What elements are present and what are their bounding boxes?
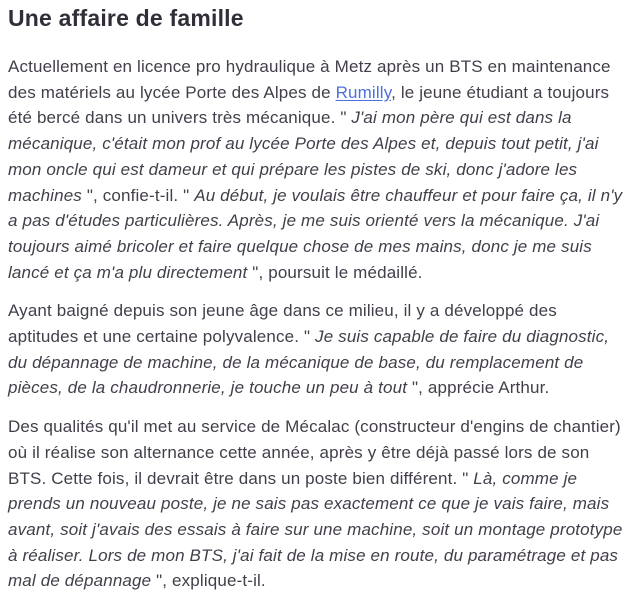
body-text: ", apprécie Arthur. — [407, 378, 550, 398]
body-text: Des qualités qu'il met au service de Mécalac (constructeur d'engins de chantier) où il réalise son alternance cette année, après y être déjà passé lors de son BTS. Cette fois, il devrait être dans un poste bien différent. " — [8, 417, 621, 488]
body-text: ", poursuit le médaillé. — [247, 262, 423, 282]
article-body — [8, 54, 625, 594]
paragraph — [8, 54, 625, 285]
body-text: , le jeune étudiant a toujours été bercé dans un univers très mécanique. " — [8, 82, 610, 128]
body-text: Actuellement en licence pro hydraulique à Metz après un BTS en maintenance des matériels au lycée Porte des Alpes de — [8, 57, 611, 102]
body-text: ", explique-t-il. — [151, 571, 266, 591]
quote-text: Au début, je voulais être chauffeur et pour faire ça, il n'y a pas d'études particulières. Après, je me suis orienté vers la mécanique. J'ai toujours aimé bricoler et faire quelque chose de mes mains, donc je me suis lancé et ça m'a plu directement — [8, 185, 623, 282]
body-text: Ayant baigné depuis son jeune âge dans ce milieu, il y a développé des aptitudes et une certaine polyvalence. " — [8, 301, 557, 347]
quote-text: Je suis capable de faire du diagnostic, du dépannage de machine, de la mécanique de base, du remplacement de pièces, de la chaudronnerie, je touche un peu à tout — [8, 327, 610, 398]
link-rumilly[interactable]: Rumilly — [335, 82, 392, 102]
paragraph — [8, 298, 625, 401]
body-text: ", confie-t-il. " — [81, 185, 195, 205]
quote-text: J'ai mon père qui est dans la mécanique, c'était mon prof au lycée Porte des Alpes et, depuis tout petit, j'ai mon oncle qui est dameur et qui prépare les pistes de ski, donc j'adore les machines — [8, 108, 599, 205]
paragraph — [8, 414, 625, 594]
quote-text: Là, comme je prends un nouveau poste, je ne sais pas exactement ce que je vais faire, mais avant, soit j'avais des essais à faire sur une machine, soit un montage prototype à réaliser. Lors de mon BTS, j'ai fait de la mise en route, du paramétrage et pas mal de dépannage — [8, 468, 623, 591]
article-title: Une affaire de famille — [8, 5, 244, 31]
